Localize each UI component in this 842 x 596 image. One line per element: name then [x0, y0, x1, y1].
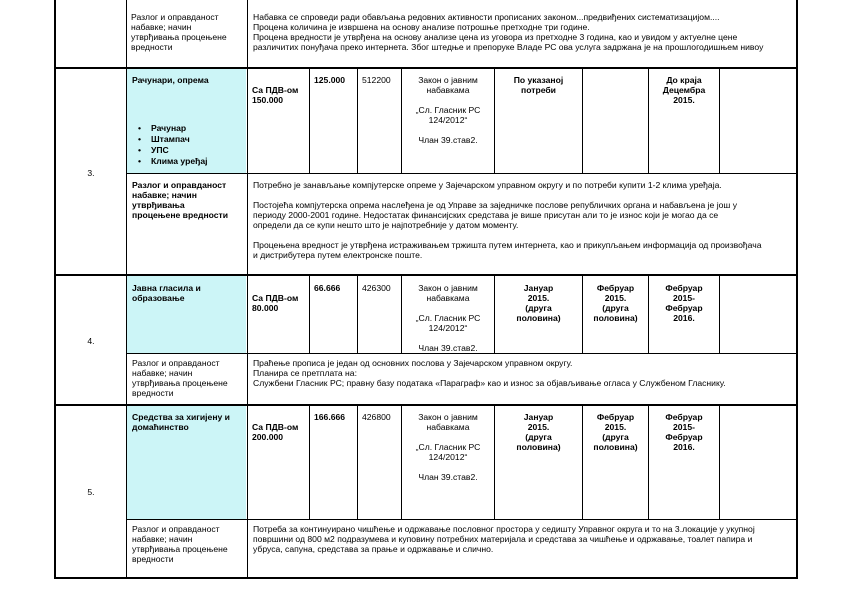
list-item: • Штампач [132, 134, 208, 145]
procurement-law: Закон о јавним набавкама „Сл. Гласник РС 124/2012“ Члан 39.став2. [415, 412, 481, 482]
item-list [132, 123, 208, 167]
reason-text: Потребно је занављање компјутерске опреме у Зајечарском управном округу и по потреби купити 1-2 клима уређаја. Постојећа компјутерска опрема наслеђена је од Управе за заједничке послове републичких органа и набављена је још у периоду 2000-2001 године. Недостатак финансијских средстава је више присутан али то је износ који је могао да се определи да се купи нешто што је најпотребније у датом моменту. Процењена вредност је утврђена истраживањем тржишта путем интернета, као и прикупљањем информација од произвођача и дистрибутера путем електронске поште. [253, 180, 762, 260]
reason-text: Потреба за континуирано чишћење и одржавање пословног простора у седишту Управног округа и то на 3.локације у укупној површини од 800 м2 подразумева и куповину потребних материјала и средстава за чишћење и одржавање, тоалет папира и убруса, сапуна, средстава за прање и одржавање и слично. [253, 524, 755, 554]
table-border-right [796, 0, 798, 578]
row-5-subdivider [126, 519, 797, 520]
item-title: Јавна гласила и образовање [132, 283, 201, 303]
account-number: 426300 [362, 283, 391, 293]
mid-date: Фебруар 2015. (друга половина) [593, 412, 638, 452]
end-date: До краја Децембра 2015. [662, 75, 706, 105]
value-without-vat: 166.666 [314, 412, 346, 422]
col-divider-title [247, 0, 248, 578]
row-5-col-divider [719, 405, 720, 519]
reason-label: Разлог и оправданост набавке; начин утврђивања процењене вредности [132, 358, 228, 398]
row-number: 5. [87, 487, 95, 497]
item-title: Рачунари, опрема [132, 75, 209, 85]
list-item: • Клима уређај [132, 156, 208, 167]
start-date: Јануар 2015. (друга половина) [516, 283, 561, 323]
mid-date: Фебруар 2015. (друга половина) [593, 283, 638, 323]
value-without-vat: 66.666 [314, 283, 341, 293]
reason-text: Праћење прописа је један од основних послова у Зајечарском управном округу. Планира се претплата на: Службени Гласник РС; правну базу података «Параграф» као и износ за објављивање огласа у Службеном Гласнику. [253, 358, 726, 388]
start-date: Јануар 2015. (друга половина) [516, 412, 561, 452]
row-3-col-divider [357, 68, 358, 173]
end-date: Фебруар 2015- Фебруар 2016. [665, 283, 703, 323]
row-3-col-divider [309, 68, 310, 173]
row-5-col-divider [357, 405, 358, 519]
row-5-col-divider [309, 405, 310, 519]
start-date: По указаној потреби [513, 75, 564, 95]
col-divider-number [126, 0, 127, 578]
row-3-subdivider [126, 173, 797, 174]
end-date: Фебруар 2015- Фебруар 2016. [665, 412, 703, 452]
table-border-bottom [54, 577, 798, 579]
value-with-vat: Са ПДВ-ом 150.000 [252, 85, 299, 105]
account-number: 426800 [362, 412, 391, 422]
top-reason-label: Разлог и оправданост набавке; начин утврђивања процењене вредности [131, 12, 227, 52]
row-divider-3 [54, 67, 798, 69]
procurement-law: Закон о јавним набавкама „Сл. Гласник РС 124/2012“ Члан 39.став2. [415, 75, 481, 145]
row-4-subdivider [126, 353, 797, 354]
list-item: • Рачунар [132, 123, 208, 134]
row-divider-4 [54, 274, 798, 276]
reason-label: Разлог и оправданост набавке; начин утврђивања процењене вредности [132, 524, 228, 564]
row-number: 4. [87, 336, 95, 346]
top-reason-text: Набавка се спроведи ради обављања редовних активности прописаних законом...предвиђених систематизацијом.... Процена количина је извршена на основу анализе потрошње претходне три године. Процена вредности је утврђена на основу анализе цена из уговора из претходне 3 година, као и увидом у актуелне цене различитих понуђача преко интернета. Због штедње и препоруке Владе РС ова услуга задржана је на прошлогодишњем нивоу [253, 12, 764, 52]
account-number: 512200 [362, 75, 391, 85]
row-3-col-divider [719, 68, 720, 173]
reason-label: Разлог и оправданост набавке; начин утврђивања процењене вредности [132, 180, 229, 220]
list-item: • УПС [132, 145, 208, 156]
row-divider-5 [54, 404, 798, 406]
row-4-col-divider [309, 275, 310, 353]
row-4-col-divider [719, 275, 720, 353]
row-3-col-divider [582, 68, 583, 173]
procurement-law: Закон о јавним набавкама „Сл. Гласник РС 124/2012“ Члан 39.став2. [415, 283, 481, 353]
item-title: Средства за хигијену и домаћинство [132, 412, 230, 432]
row-number: 3. [87, 168, 95, 178]
value-with-vat: Са ПДВ-ом 80.000 [252, 293, 299, 313]
value-without-vat: 125.000 [314, 75, 346, 85]
row-4-col-divider [357, 275, 358, 353]
value-with-vat: Са ПДВ-ом 200.000 [252, 422, 299, 442]
